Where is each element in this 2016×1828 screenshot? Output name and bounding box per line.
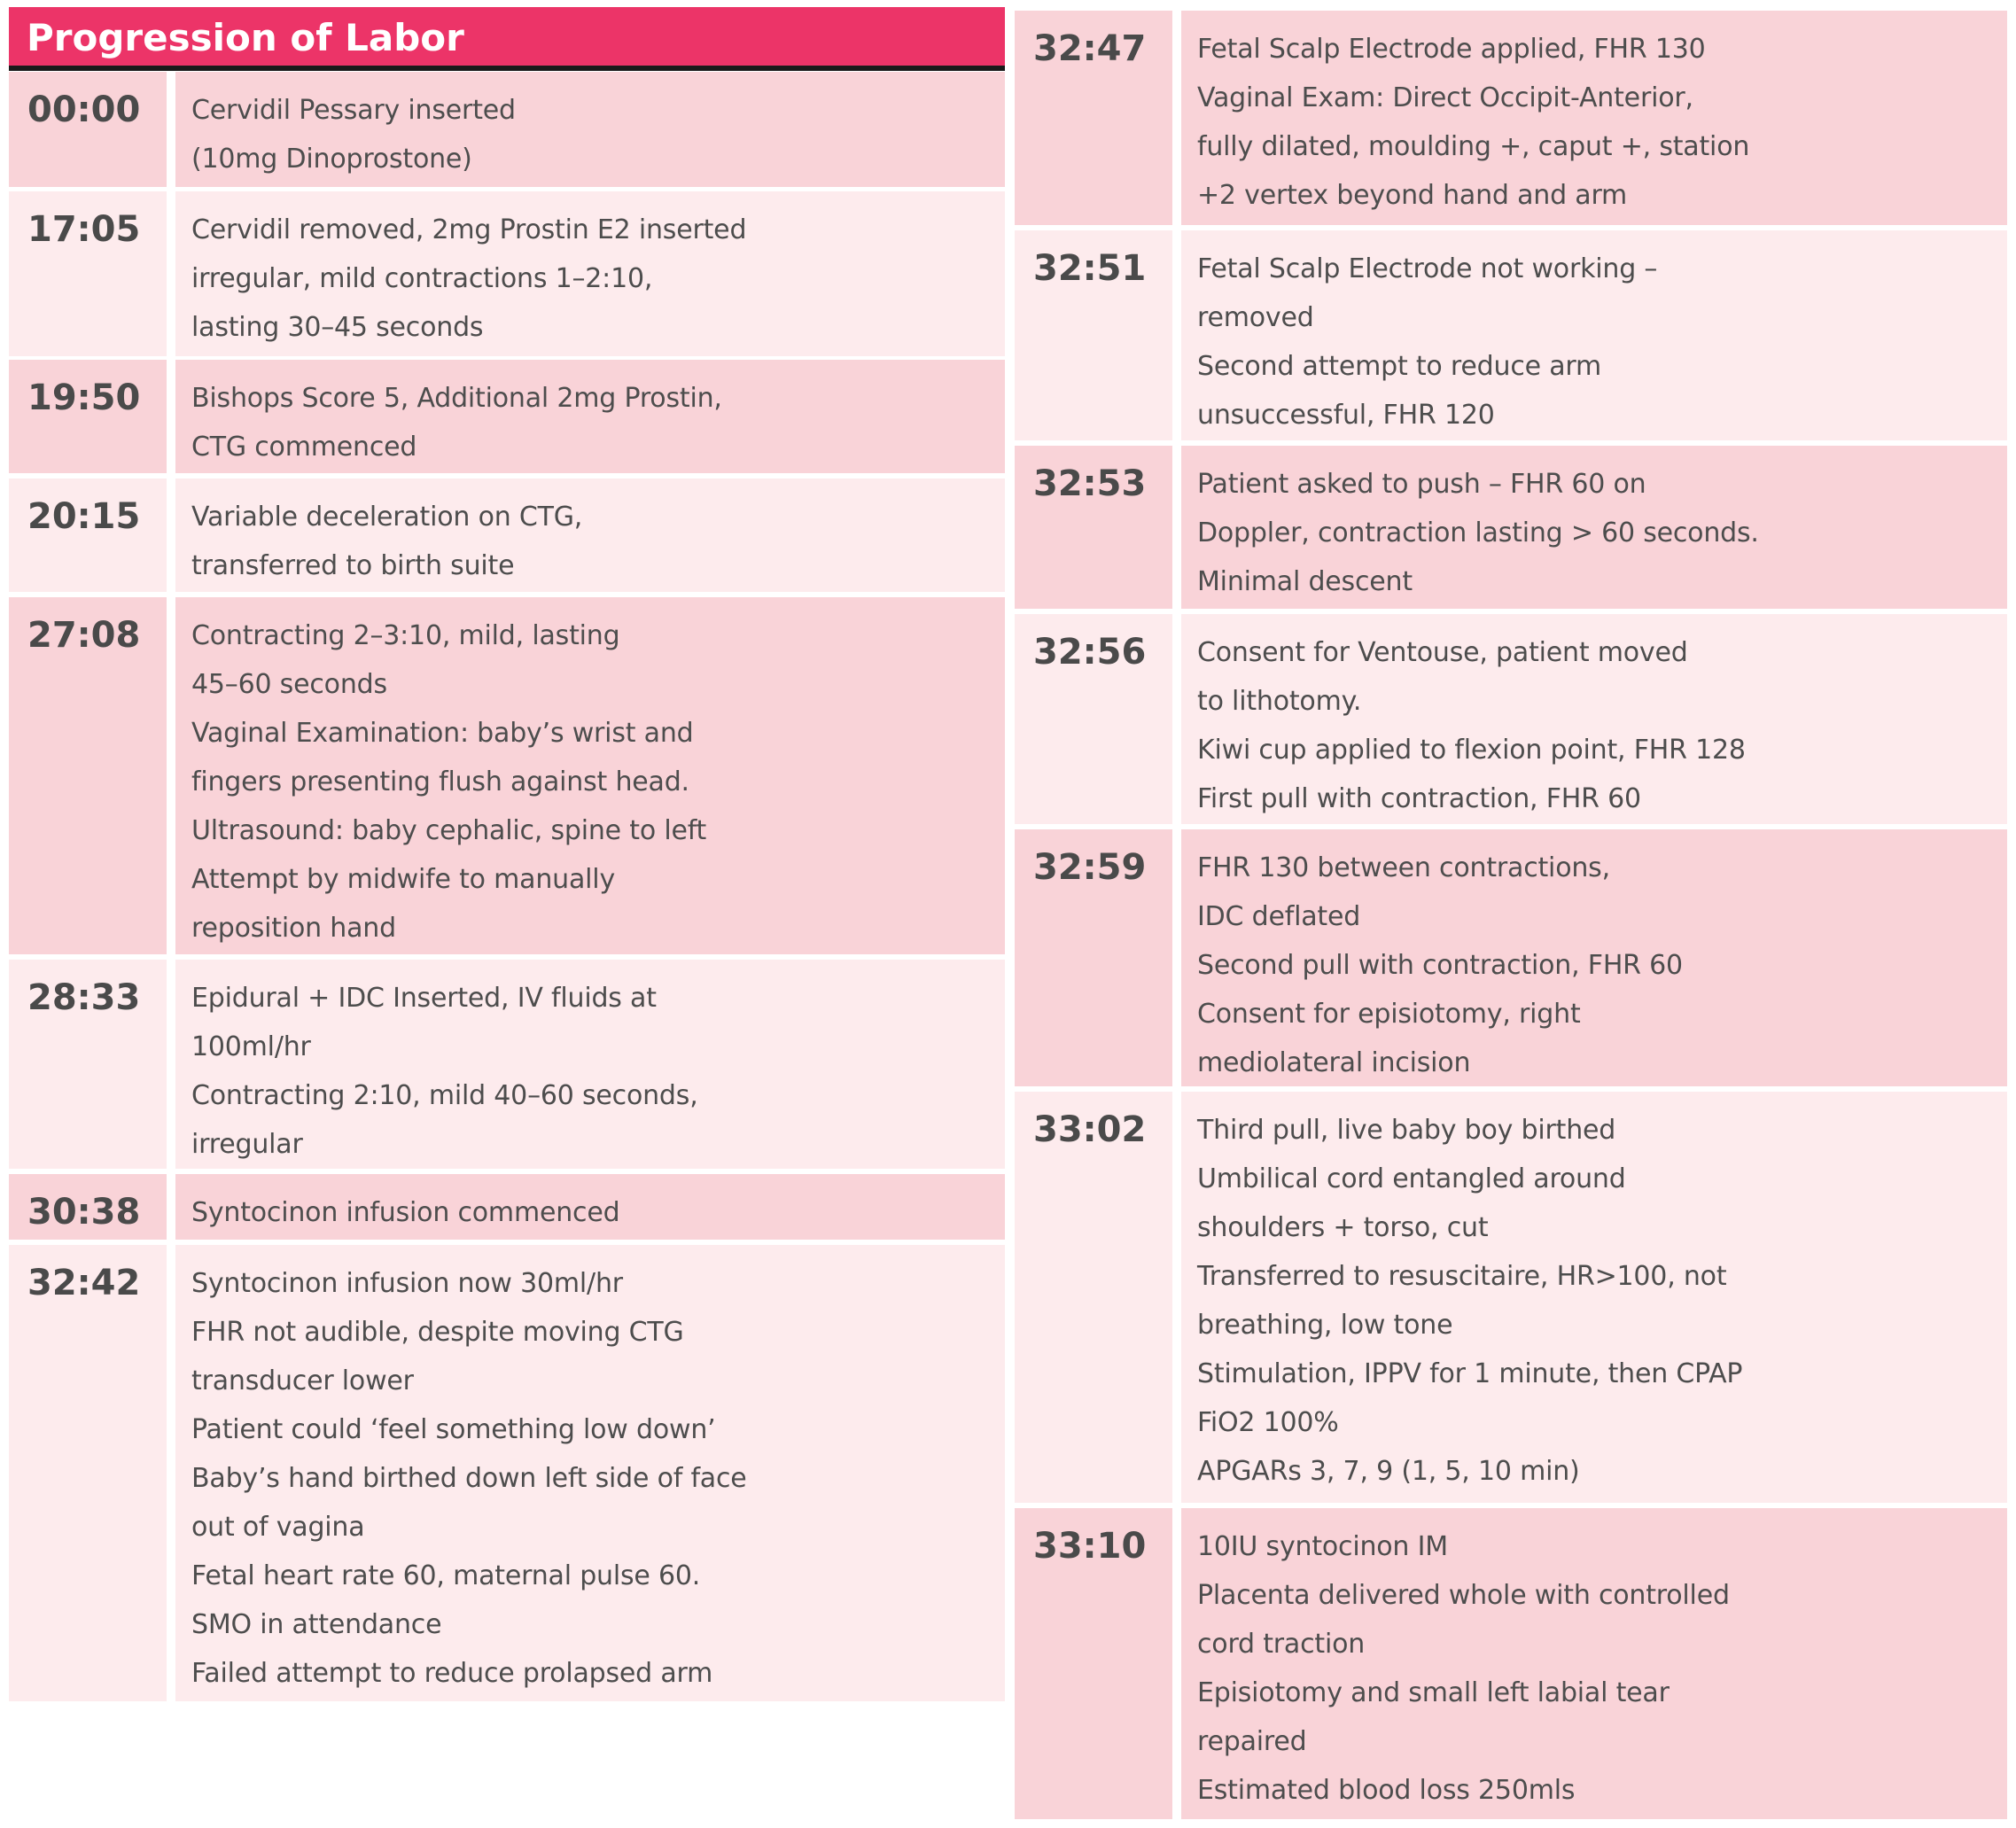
description-line: Bishops Score 5, Additional 2mg Prostin, [191, 383, 722, 414]
timeline-row [9, 360, 1005, 473]
description-line: Cervidil removed, 2mg Prostin E2 inserted [191, 214, 747, 245]
description-line: FHR not audible, despite moving CTG [191, 1317, 684, 1348]
timestamp: 20:15 [27, 496, 141, 537]
timeline-row [9, 960, 1005, 1169]
timestamp: 00:00 [27, 89, 141, 130]
description-cell [175, 1174, 1005, 1240]
description-line: Estimated blood loss 250mls [1197, 1775, 1576, 1806]
timestamp: 33:10 [1033, 1526, 1147, 1567]
description-line: fully dilated, moulding +, caput +, station [1197, 131, 1750, 162]
description-line: mediolateral incision [1197, 1047, 1471, 1078]
timeline-row [9, 597, 1005, 954]
description [1197, 245, 2004, 439]
description [1197, 1522, 2004, 1815]
description-line: APGARs 3, 7, 9 (1, 5, 10 min) [1197, 1456, 1580, 1487]
description-cell [1181, 829, 2007, 1086]
timestamp: 32:56 [1033, 632, 1147, 673]
description [1197, 1106, 2004, 1496]
time-cell [1015, 829, 1172, 1086]
page-title: Progression of Labor [27, 16, 464, 59]
description-line: unsuccessful, FHR 120 [1197, 400, 1495, 431]
description-line: Contracting 2–3:10, mild, lasting [191, 620, 620, 651]
description-line: Placenta delivered whole with controlled [1197, 1580, 1730, 1611]
timeline-row [9, 478, 1005, 592]
description-line: Transferred to resuscitaire, HR>100, not [1197, 1261, 1727, 1292]
description-line: breathing, low tone [1197, 1310, 1453, 1341]
timeline-row [9, 1174, 1005, 1240]
description-line: Fetal Scalp Electrode applied, FHR 130 [1197, 34, 1706, 65]
description-line: FiO2 100% [1197, 1407, 1339, 1438]
description [191, 611, 1001, 953]
description-cell [1181, 446, 2007, 609]
timestamp: 27:08 [27, 615, 141, 656]
time-cell [1015, 614, 1172, 824]
description-line: fingers presenting flush against head. [191, 766, 689, 797]
description-line: Vaginal Examination: baby’s wrist and [191, 718, 694, 749]
description [191, 374, 1001, 471]
timestamp: 32:42 [27, 1263, 141, 1303]
timeline-row [1015, 446, 2007, 609]
timestamp: 32:51 [1033, 248, 1147, 289]
description-line: Baby’s hand birthed down left side of face [191, 1463, 747, 1494]
description [1197, 460, 2004, 606]
description-cell [175, 960, 1005, 1169]
description-line: Contracting 2:10, mild 40–60 seconds, [191, 1080, 698, 1111]
description [191, 1259, 1001, 1698]
timestamp: 17:05 [27, 209, 141, 250]
timeline-row [9, 191, 1005, 356]
description-cell [175, 1245, 1005, 1701]
description-line: removed [1197, 302, 1314, 333]
description-line: SMO in attendance [191, 1609, 442, 1640]
description-line: Syntocinon infusion commenced [191, 1197, 620, 1228]
time-cell [9, 597, 167, 954]
timeline-row [1015, 614, 2007, 824]
timeline-row [1015, 230, 2007, 440]
time-cell [9, 478, 167, 592]
description-line: Umbilical cord entangled around [1197, 1163, 1626, 1194]
description-cell [1181, 230, 2007, 440]
description-line: shoulders + torso, cut [1197, 1212, 1489, 1243]
time-cell [9, 191, 167, 356]
description-line: Stimulation, IPPV for 1 minute, then CPAP [1197, 1358, 1743, 1389]
description-line: Fetal Scalp Electrode not working – [1197, 253, 1658, 284]
header-bar [9, 7, 1005, 71]
description-line: Consent for episiotomy, right [1197, 999, 1581, 1030]
time-cell [1015, 230, 1172, 440]
description-line: Kiwi cup applied to flexion point, FHR 128 [1197, 735, 1746, 766]
timestamp: 32:47 [1033, 28, 1147, 69]
description-line: Consent for Ventouse, patient moved [1197, 637, 1688, 668]
description [191, 206, 1001, 352]
description-line: Variable deceleration on CTG, [191, 502, 583, 533]
description [191, 493, 1001, 590]
description-line: Second attempt to reduce arm [1197, 351, 1602, 382]
description-cell [1181, 1092, 2007, 1503]
description-line: Episiotomy and small left labial tear [1197, 1677, 1670, 1708]
description-line: (10mg Dinoprostone) [191, 144, 472, 175]
time-cell [9, 1245, 167, 1701]
description-line: lasting 30–45 seconds [191, 312, 484, 343]
description-cell [1181, 11, 2007, 225]
timeline-row [1015, 829, 2007, 1086]
description-line: 45–60 seconds [191, 669, 387, 700]
timeline-row [1015, 1508, 2007, 1819]
description-line: Vaginal Exam: Direct Occipit-Anterior, [1197, 82, 1693, 113]
description-cell [1181, 614, 2007, 824]
description-line: 10IU syntocinon IM [1197, 1531, 1448, 1562]
description-line: irregular, mild contractions 1–2:10, [191, 263, 653, 294]
description-cell [175, 597, 1005, 954]
timestamp: 19:50 [27, 377, 141, 418]
timeline-row [1015, 11, 2007, 225]
description-line: to lithotomy. [1197, 686, 1362, 717]
description-line: irregular [191, 1129, 303, 1160]
description-line: FHR 130 between contractions, [1197, 852, 1610, 883]
description [191, 974, 1001, 1169]
description-line: out of vagina [191, 1512, 365, 1543]
description-line: Cervidil Pessary inserted [191, 95, 516, 126]
time-cell [1015, 11, 1172, 225]
description-line: Minimal descent [1197, 566, 1413, 597]
description-line: Epidural + IDC Inserted, IV fluids at [191, 983, 657, 1014]
description-line: Patient asked to push – FHR 60 on [1197, 469, 1646, 500]
description-line: Patient could ‘feel something low down’ [191, 1414, 716, 1445]
description-line: repaired [1197, 1726, 1307, 1757]
timestamp: 33:02 [1033, 1109, 1147, 1150]
description-line: cord traction [1197, 1629, 1366, 1660]
description-line: IDC deflated [1197, 901, 1361, 932]
description-cell [1181, 1508, 2007, 1819]
time-cell [9, 960, 167, 1169]
description-line: First pull with contraction, FHR 60 [1197, 783, 1641, 814]
timestamp: 32:53 [1033, 463, 1147, 504]
time-cell [9, 72, 167, 187]
description-line: Ultrasound: baby cephalic, spine to left [191, 815, 707, 846]
description-line: Third pull, live baby boy birthed [1197, 1115, 1616, 1146]
description-cell [175, 191, 1005, 356]
description-line: transferred to birth suite [191, 550, 515, 581]
timeline-row [9, 1245, 1005, 1701]
description-line: reposition hand [191, 913, 396, 944]
description [1197, 628, 2004, 823]
description-cell [175, 478, 1005, 592]
time-cell [9, 360, 167, 473]
description-line: +2 vertex beyond hand and arm [1197, 180, 1628, 211]
description-line: Second pull with contraction, FHR 60 [1197, 950, 1683, 981]
time-cell [1015, 1092, 1172, 1503]
description-line: Doppler, contraction lasting > 60 seconds. [1197, 517, 1759, 548]
description-cell [175, 72, 1005, 187]
description-line: Attempt by midwife to manually [191, 864, 615, 895]
description-line: Fetal heart rate 60, maternal pulse 60. [191, 1560, 701, 1591]
description-line: Failed attempt to reduce prolapsed arm [191, 1658, 713, 1689]
timeline-row [1015, 1092, 2007, 1503]
timestamp: 32:59 [1033, 847, 1147, 888]
timeline-row [9, 72, 1005, 187]
description-line: 100ml/hr [191, 1031, 311, 1062]
description [191, 86, 1001, 183]
description [1197, 844, 2004, 1087]
description-line: CTG commenced [191, 432, 417, 463]
time-cell [1015, 446, 1172, 609]
timestamp: 30:38 [27, 1192, 141, 1233]
description [1197, 25, 2004, 220]
time-cell [9, 1174, 167, 1240]
description [191, 1188, 1001, 1237]
description-line: transducer lower [191, 1365, 414, 1396]
timestamp: 28:33 [27, 977, 141, 1018]
description-line: Syntocinon infusion now 30ml/hr [191, 1268, 623, 1299]
time-cell [1015, 1508, 1172, 1819]
description-cell [175, 360, 1005, 473]
